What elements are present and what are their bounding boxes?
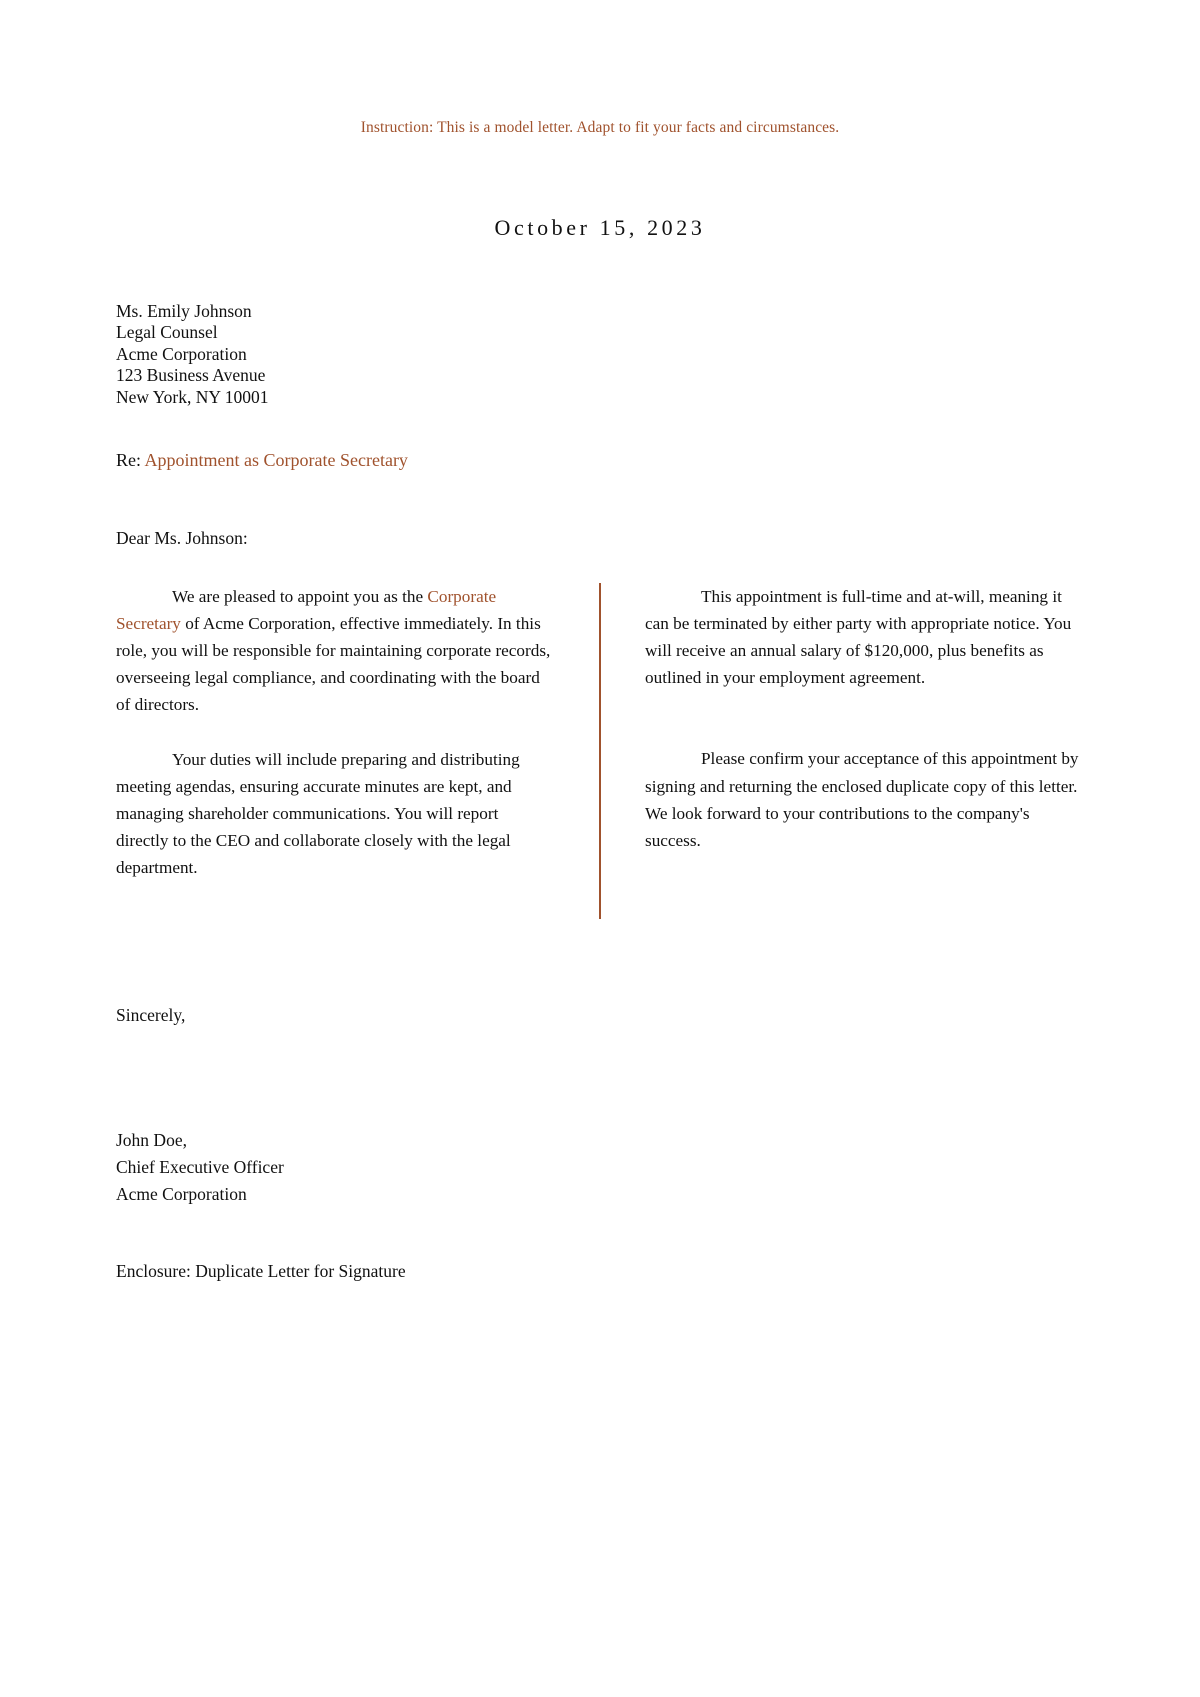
closing-salutation: Sincerely, bbox=[116, 1004, 186, 1025]
paragraph-appointment-role: Corporate Secretary bbox=[116, 586, 497, 633]
paragraph-appointment bbox=[116, 583, 555, 719]
signer-title: Chief Executive Officer bbox=[116, 1156, 284, 1177]
recipient-company: Acme Corporation bbox=[116, 343, 247, 364]
letter-date: October 15, 2023 bbox=[494, 214, 706, 240]
signer-company: Acme Corporation bbox=[116, 1183, 247, 1204]
paragraph-terms: This appointment is full-time and at-will, meaning it can be terminated by either party with appropriate notice. You will receive an annual salary of $120,000, plus benefits as outlined in your employment agreement. bbox=[645, 586, 1072, 688]
paragraph-appointment-after: of Acme Corporation, effective immediately. In this role, you will be responsible for maintaining corporate records, overseeing legal compliance, and coordinating with the board of directors. bbox=[116, 613, 551, 715]
recipient-name: Ms. Emily Johnson bbox=[116, 300, 252, 321]
enclosure-note: Enclosure: Duplicate Letter for Signature bbox=[116, 1260, 406, 1281]
recipient-title: Legal Counsel bbox=[116, 322, 218, 343]
salutation: Dear Ms. Johnson: bbox=[116, 527, 248, 548]
paragraph-confirmation: Please confirm your acceptance of this appointment by signing and returning the enclosed duplicate copy of this letter. We look forward to your contributions to the company's success. bbox=[645, 749, 1079, 851]
subject-label: Re: bbox=[116, 449, 145, 470]
instruction-note: Instruction: This is a model letter. Adapt to fit your facts and circumstances. bbox=[360, 119, 840, 136]
signer-name: John Doe, bbox=[116, 1129, 187, 1150]
recipient-city-state-zip: New York, NY 10001 bbox=[116, 387, 269, 408]
body-column-left bbox=[116, 583, 599, 919]
signer-block bbox=[116, 1127, 1084, 1208]
body-column-right bbox=[601, 583, 1084, 919]
recipient-street: 123 Business Avenue bbox=[116, 365, 266, 386]
recipient-address-block bbox=[116, 301, 1084, 409]
paragraph-duties: Your duties will include preparing and distributing meeting agendas, ensuring accurate minutes are kept, and managing shareholder communications. You will report directly to the CEO and collaborate closely with the legal department. bbox=[116, 749, 520, 878]
subject-line bbox=[116, 450, 1084, 471]
subject-value: Appointment as Corporate Secretary bbox=[144, 449, 408, 470]
body-columns bbox=[116, 583, 1084, 919]
paragraph-appointment-before: We are pleased to appoint you as the bbox=[172, 586, 428, 606]
